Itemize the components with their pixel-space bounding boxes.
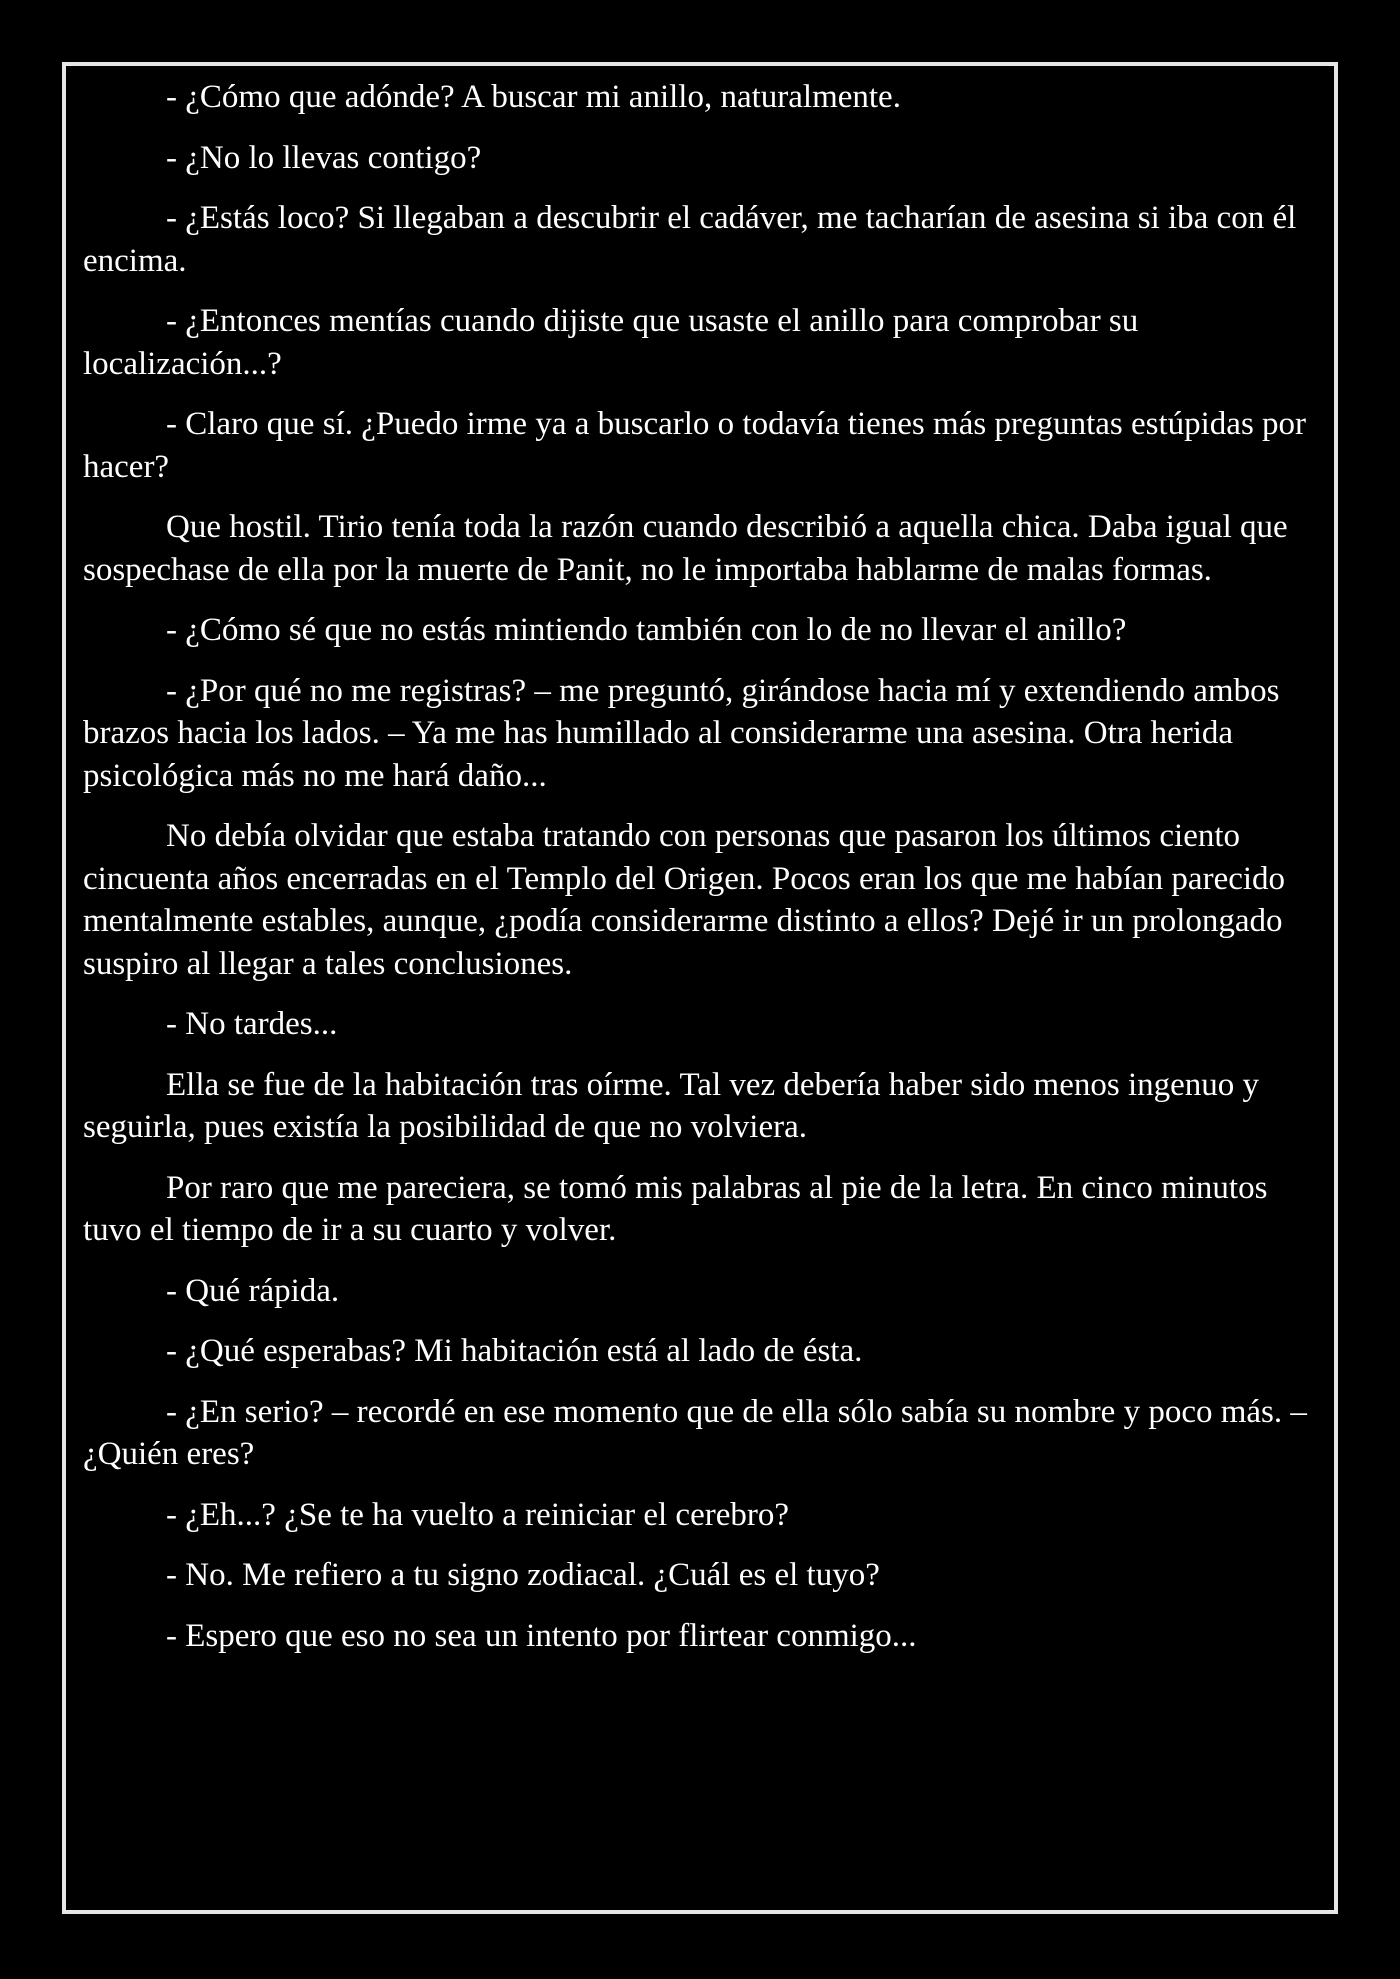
paragraph: - ¿Entonces mentías cuando dijiste que usaste el anillo para comprobar su localización...? [83,303,1139,382]
paragraph: Que hostil. Tirio tenía toda la razón cuando describió a aquella chica. Daba igual que sospechase de ella por la muerte de Panit, no le importaba hablarme de malas formas. [83,509,1288,588]
paragraph: - ¿Cómo sé que no estás mintiendo también con lo de no llevar el anillo? [166,612,1127,648]
paragraph: - ¿Por qué no me registras? – me preguntó, girándose hacia mí y extendiendo ambos brazos hacia los lados. – Ya me has humillado al considerarme una asesina. Otra herida psicológica más no me hará daño... [83,672,1280,794]
paragraph: - Espero que eso no sea un intento por flirtear conmigo... [166,1617,917,1654]
paragraph: Por raro que me pareciera, se tomó mis palabras al pie de la letra. En cinco minutos tuvo el tiempo de ir a su cuarto y volver. [83,1169,1268,1248]
paragraph: - ¿Qué esperabas? Mi habitación está al lado de ésta. [166,1333,863,1369]
paragraph: - ¿Estás loco? Si llegaban a descubrir el cadáver, me tacharían de asesina si iba con él encima. [83,200,1297,279]
paragraph: Ella se fue de la habitación tras oírme. Tal vez debería haber sido menos ingenuo y seguirla, pues existía la posibilidad de que no volviera. [83,1066,1260,1145]
paragraph: - Claro que sí. ¿Puedo irme ya a buscarlo o todavía tienes más preguntas estúpidas por hacer? [83,406,1307,485]
paragraph: - Qué rápida. [166,1272,340,1309]
document-text [83,76,1313,1675]
paragraph: - ¿Eh...? ¿Se te ha vuelto a reiniciar el cerebro? [166,1496,789,1533]
paragraph: - ¿No lo llevas contigo? [166,139,482,176]
paragraph: - ¿En serio? – recordé en ese momento que de ella sólo sabía su nombre y poco más. – ¿Quién eres? [83,1393,1307,1472]
paragraph: - No. Me refiero a tu signo zodiacal. ¿Cuál es el tuyo? [166,1557,880,1593]
paragraph: - ¿Cómo que adónde? A buscar mi anillo, naturalmente. [166,79,901,115]
paragraph: No debía olvidar que estaba tratando con personas que pasaron los últimos ciento cincuenta años encerradas en el Templo del Origen. Pocos eran los que me habían parecido mentalmente estables, aunque, ¿podía considerarme distinto a ellos? Dejé ir un prolongado suspiro al llegar a tales conclusiones. [83,818,1286,982]
paragraph: - No tardes... [166,1006,338,1042]
